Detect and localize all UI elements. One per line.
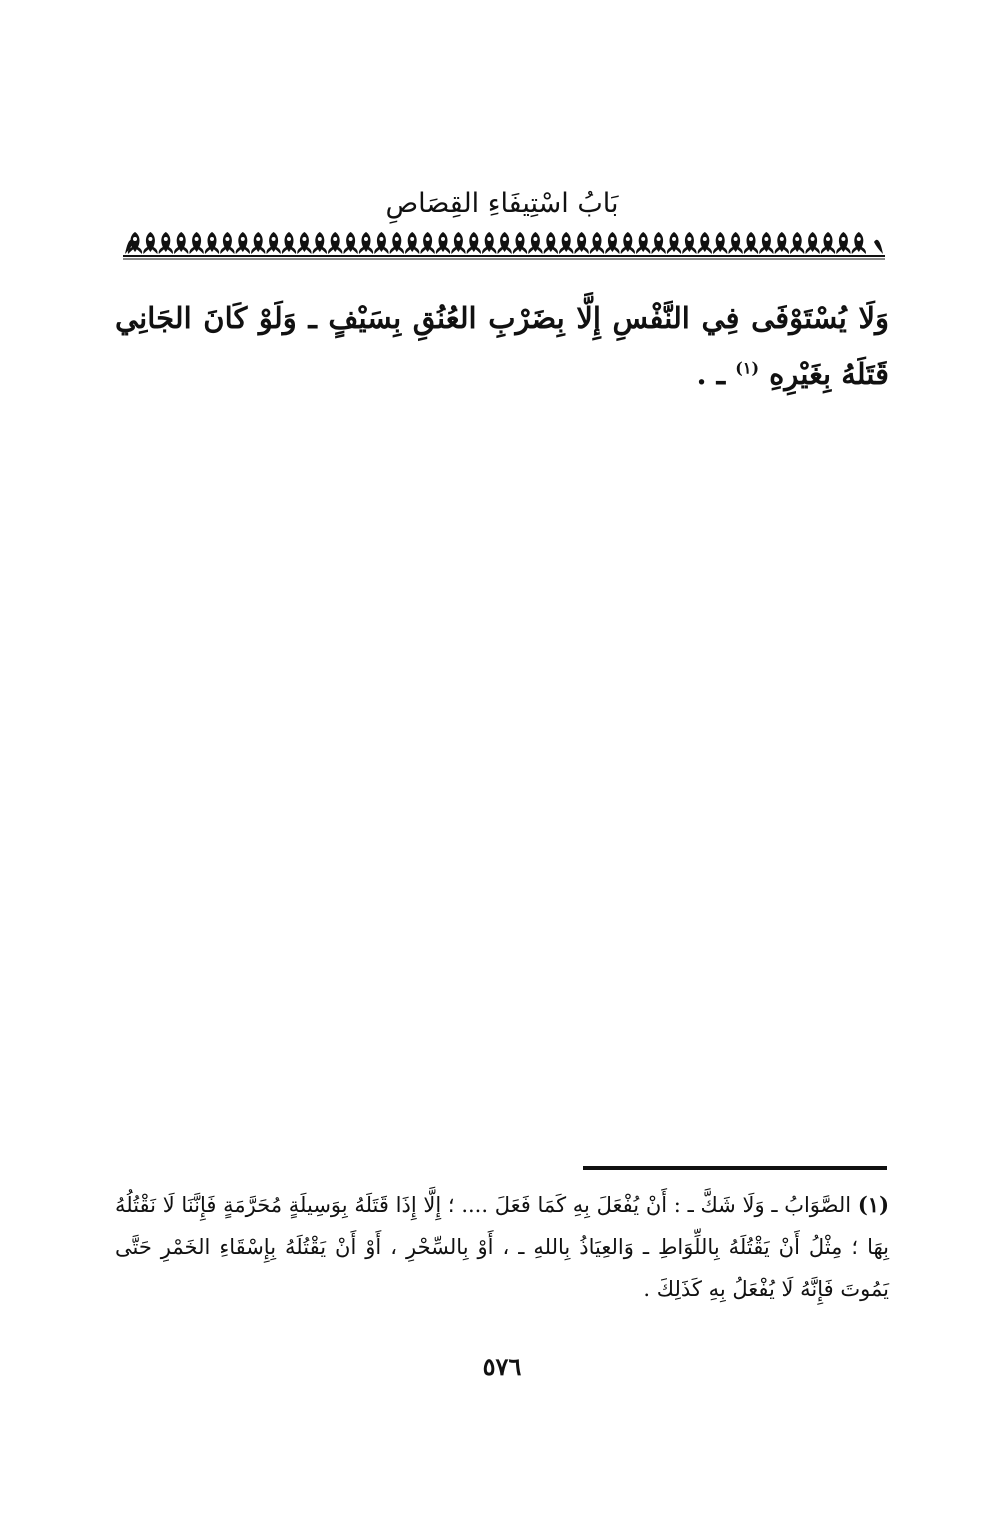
ornament-motif bbox=[559, 232, 573, 254]
footnote-marker[interactable]: (١) bbox=[735, 358, 760, 378]
ornament-motif bbox=[698, 232, 712, 254]
ornament-motif bbox=[667, 232, 681, 254]
ornament-motif bbox=[467, 232, 481, 254]
ornament-motif bbox=[621, 232, 635, 254]
ornament-motif bbox=[282, 232, 296, 254]
main-paragraph bbox=[115, 290, 889, 402]
page-number: ٥٧٦ bbox=[482, 1352, 522, 1381]
ornament-motif bbox=[174, 232, 188, 254]
ornament-motif bbox=[374, 232, 388, 254]
ornament-motif bbox=[775, 232, 789, 254]
ornament-motif bbox=[143, 232, 157, 254]
ornament-end-flourish bbox=[874, 240, 883, 254]
ornament-motif bbox=[405, 232, 419, 254]
ornament-motif bbox=[682, 232, 696, 254]
ornament-motif bbox=[266, 232, 280, 254]
ornament-motif bbox=[420, 232, 434, 254]
footnote-number: (١) bbox=[857, 1192, 889, 1217]
chapter-title: بَابُ اسْتِيفَاءِ القِصَاصِ bbox=[385, 188, 619, 219]
ornament-motif bbox=[482, 232, 496, 254]
ornament-motif bbox=[513, 232, 527, 254]
ornament-motif bbox=[744, 232, 758, 254]
main-text-closing: ـ . bbox=[696, 357, 736, 391]
ornament-motif bbox=[528, 232, 542, 254]
ornament-motif bbox=[390, 232, 404, 254]
footnote-text: الصَّوَابُ ـ وَلَا شَكَّ ـ : أَنْ يُفْعَلَ بِهِ كَمَا فَعَلَ .... ؛ إِلَّا إِذَا قَتَلَهُ بِوَسِيلَةٍ مُحَرَّمَةٍ فَإِنَّنَا لَا نَقْتُلُهُ بِهَا ؛ مِثْلُ أَنْ يَقْتُلَهُ بِاللِّوَاطِ ـ وَالعِيَاذُ بِاللهِ ـ ، أَوْ بِالسِّحْرِ ، أَوْ أَنْ يَقْتُلَهُ بِإِسْقَاءِ الخَمْرِ حَتَّى يَمُوتَ فَإِنَّهُ لَا يُفْعَلُ بِهِ كَذَلِكَ . bbox=[115, 1193, 889, 1301]
ornament-motif bbox=[728, 232, 742, 254]
ornament-motif bbox=[805, 232, 819, 254]
ornament-motif bbox=[189, 232, 203, 254]
floral-border-ornament-icon bbox=[121, 226, 887, 260]
ornament-motif bbox=[821, 232, 835, 254]
ornament-motif bbox=[759, 232, 773, 254]
ornament-motif bbox=[852, 232, 866, 254]
ornament-motif bbox=[236, 232, 250, 254]
ornament-motif bbox=[544, 232, 558, 254]
ornament-motif bbox=[313, 232, 327, 254]
ornament-motif bbox=[790, 232, 804, 254]
ornament-motif bbox=[497, 232, 511, 254]
ornament-motif bbox=[251, 232, 265, 254]
ornament-motif bbox=[297, 232, 311, 254]
ornament-motif bbox=[636, 232, 650, 254]
ornament-motif bbox=[359, 232, 373, 254]
ornament-motif bbox=[451, 232, 465, 254]
footnote bbox=[115, 1184, 889, 1310]
footnote-divider bbox=[583, 1166, 887, 1170]
ornament-motif bbox=[436, 232, 450, 254]
ornament-motif bbox=[713, 232, 727, 254]
ornament-motif bbox=[205, 232, 219, 254]
ornament-motif bbox=[574, 232, 588, 254]
ornament-motif bbox=[651, 232, 665, 254]
ornament-motif bbox=[605, 232, 619, 254]
main-text-body: وَلَا يُسْتَوْفَى فِي النَّفْسِ إِلَّا بِضَرْبِ العُنُقِ بِسَيْفٍ ـ وَلَوْ كَانَ الجَانِي قَتَلَهُ بِغَيْرِهِ bbox=[115, 301, 889, 391]
ornament-motif bbox=[220, 232, 234, 254]
ornament-motif bbox=[328, 232, 342, 254]
ornament-motif bbox=[836, 232, 850, 254]
ornament-motif bbox=[159, 232, 173, 254]
ornament-motif bbox=[343, 232, 357, 254]
ornament-motif bbox=[590, 232, 604, 254]
